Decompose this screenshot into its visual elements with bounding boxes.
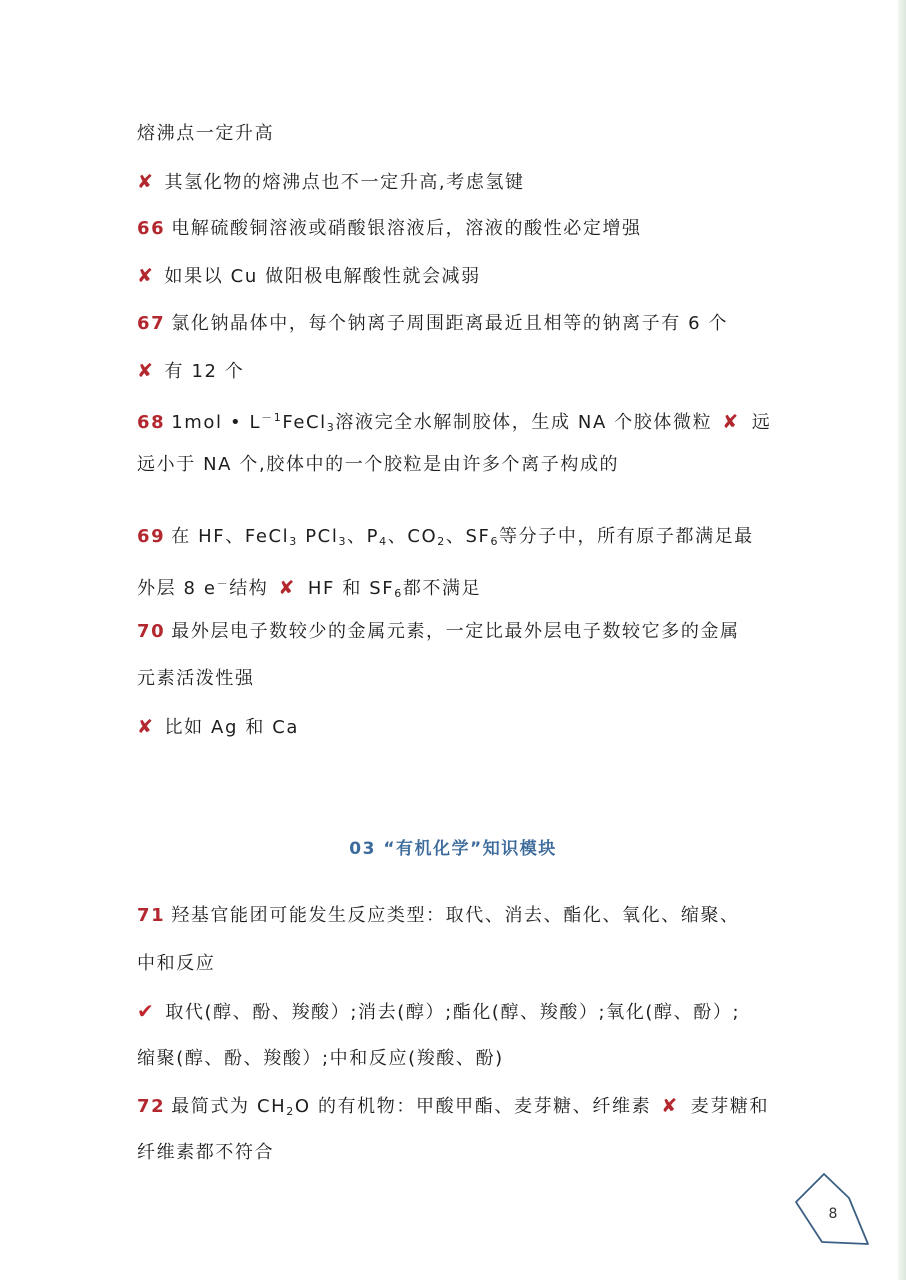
- question-number: 68: [137, 412, 166, 433]
- question-67: 67 氯化钠晶体中，每个钠离子周围距离最近且相等的钠离子有 6 个: [137, 313, 729, 334]
- question-70: 70 最外层电子数较少的金属元素，一定比最外层电子数较它多的金属: [137, 621, 740, 642]
- question-69: 69 在 HF、FeCl$_3$ PCl$_3$、$P_4$、$CO_2$、$SF_6$等分子中，所有原子都满足最: [137, 526, 754, 548]
- answer-line: ✘ 如果以 Cu 做阳极电解酸性就会减弱: [137, 265, 481, 287]
- cross-mark-icon: ✘: [137, 360, 155, 382]
- question-number: 70: [137, 621, 166, 642]
- text-line: 中和反应: [137, 953, 216, 974]
- page-edge: [898, 0, 906, 1280]
- answer-line: ✘ 有 12 个: [137, 360, 245, 382]
- cross-mark-icon: ✘: [137, 265, 155, 287]
- question-number: 71: [137, 905, 166, 926]
- question-number: 72: [137, 1096, 166, 1117]
- text-line: 熔沸点一定升高: [137, 123, 275, 144]
- answer-line: ✘ 其氢化物的熔沸点也不一定升高,考虑氢键: [137, 171, 525, 193]
- cross-mark-icon: ✘: [278, 577, 296, 599]
- text-line: 外层 8 e－结构 ✘ HF 和 $SF_6$都不满足: [137, 577, 482, 600]
- cross-mark-icon: ✘: [661, 1095, 679, 1117]
- section-heading: 03 “有机化学”知识模块: [349, 839, 557, 859]
- cross-mark-icon: ✘: [137, 716, 155, 738]
- question-71: 71 羟基官能团可能发生反应类型：取代、消去、酯化、氧化、缩聚、: [137, 905, 740, 926]
- text-line: 元素活泼性强: [137, 668, 255, 689]
- check-mark-icon: ✔: [137, 999, 156, 1023]
- question-72: 72 最简式为 $CH_2O$ 的有机物：甲酸甲酯、麦芽糖、纤维素 ✘ 麦芽糖和: [137, 1095, 770, 1118]
- text-line: 纤维素都不符合: [137, 1142, 275, 1163]
- question-number: 66: [137, 218, 166, 239]
- cross-mark-icon: ✘: [722, 411, 740, 433]
- text-line: 远小于 NA 个,胶体中的一个胶粒是由许多个离子构成的: [137, 454, 620, 475]
- question-68: 68 1mol • $L^{-1}FeCl_3$溶液完全水解制胶体，生成 NA 个胶体微粒 ✘ 远: [137, 411, 772, 434]
- question-66: 66 电解硫酸铜溶液或硝酸银溶液后，溶液的酸性必定增强: [137, 218, 642, 239]
- answer-line: ✘ 比如 Ag 和 Ca: [137, 716, 300, 738]
- question-number: 67: [137, 313, 166, 334]
- text-line: 缩聚(醇、酚、羧酸）;中和反应(羧酸、酚): [137, 1048, 504, 1069]
- answer-line: ✔ 取代(醇、酚、羧酸）;消去(醇）;酯化(醇、羧酸）;氧化(醇、酚）;: [137, 999, 741, 1023]
- cross-mark-icon: ✘: [137, 171, 155, 193]
- page-number: 8: [828, 1206, 838, 1222]
- question-number: 69: [137, 526, 166, 547]
